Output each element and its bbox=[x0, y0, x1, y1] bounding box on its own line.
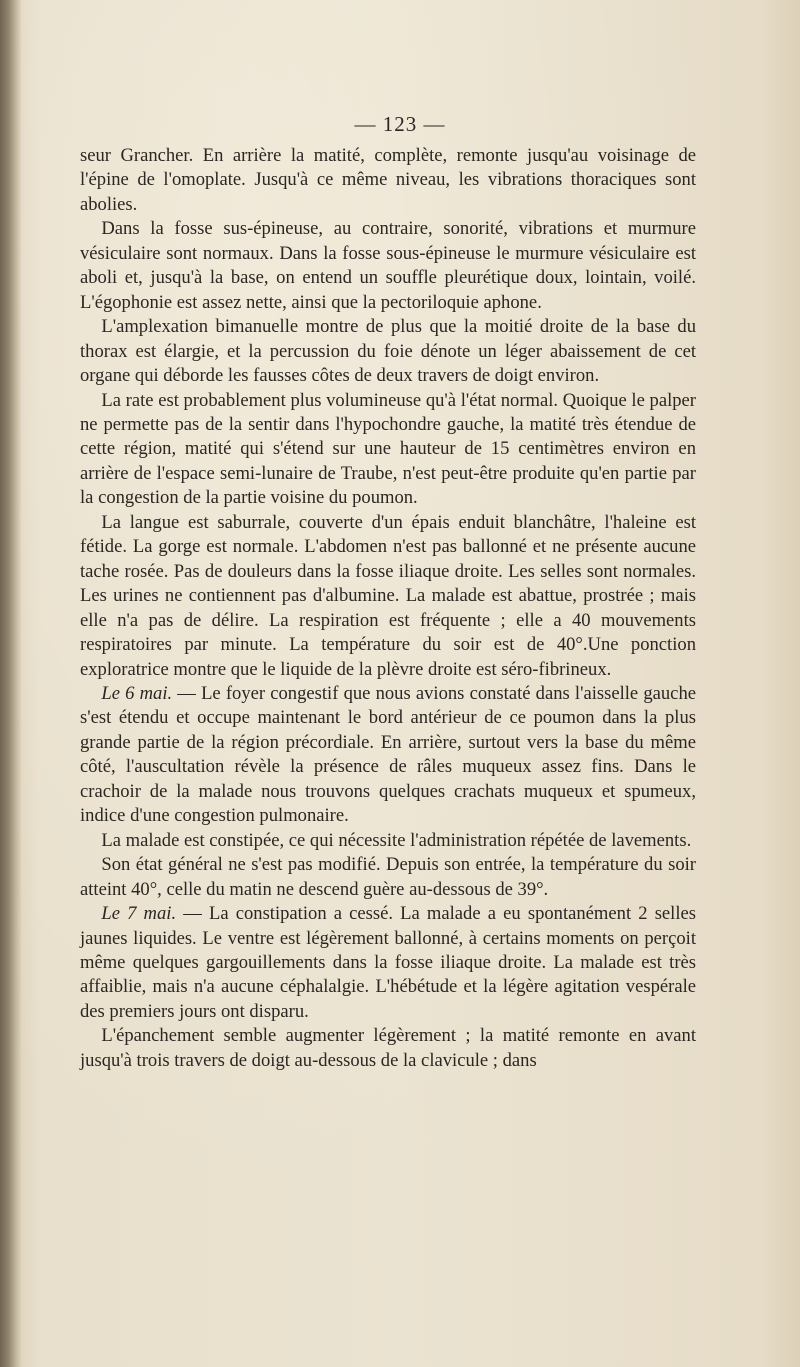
paragraph-4: La rate est probablement plus volumineuse qu'à l'état normal. Quoique le palper ne permette pas de la sentir dans l'hypochondre gauche, la matité très étendue de cette région, matité qui s'étend sur une hauteur de 15 centimètres environ en arrière de l'espace semi-lunaire de Traube, n'est peut-être produite qu'en partie par la congestion de la partie voisine du poumon. bbox=[80, 389, 696, 509]
entry-date: Le 6 mai. bbox=[101, 682, 173, 704]
paragraph-2: Dans la fosse sus-épineuse, au contraire, sonorité, vibrations et murmure vésiculaire sont normaux. Dans la fosse sous-épineuse le murmure vésiculaire est aboli et, jusqu'à la base, on entend un souffle pleurétique doux, lointain, voilé. L'égophonie est assez nette, ainsi que la pectoriloquie aphone. bbox=[80, 218, 696, 313]
paragraph-7: La malade est constipée, ce qui nécessite l'administration répétée de lavements. bbox=[101, 829, 692, 851]
paragraph-8: Son état général ne s'est pas modifié. Depuis son entrée, la température du soir atteint 40°, celle du matin ne descend guère au-dessous de 39°. bbox=[80, 854, 696, 900]
paragraph-9: Le 7 mai. — La constipation a cessé. La malade a eu spontanément 2 selles jaunes liquides. Le ventre est légèrement ballonné, à certains moments on perçoit même quelques gargouillements dans la fosse iliaque droite. La malade est très affaiblie, mais n'a aucune céphalalgie. L'hébétude et la légère agitation vespérale des premiers jours ont disparu. bbox=[80, 903, 696, 1022]
body-text bbox=[80, 144, 696, 1073]
paragraph-5: La langue est saburrale, couverte d'un épais enduit blanchâtre, l'haleine est fétide. La gorge est normale. L'abdomen n'est pas ballonné et ne présente aucune tache rosée. Pas de douleurs dans la fosse iliaque droite. Les selles sont normales. Les urines ne contiennent pas d'albumine. La malade est abattue, prostrée ; mais elle n'a pas de délire. La respiration est fréquente ; elle a 40 mouvements respiratoires par minute. La température du soir est de 40°.Une ponction exploratrice montre que le liquide de la plèvre droite est séro-fibrineux. bbox=[80, 511, 696, 680]
paragraph-10: L'épanchement semble augmenter légèrement ; la matité remonte en avant jusqu'à trois travers de doigt au-dessous de la clavicule ; dans bbox=[80, 1025, 696, 1071]
entry-date: Le 7 mai. bbox=[101, 903, 177, 925]
paragraph-3: L'amplexation bimanuelle montre de plus que la moitié droite de la base du thorax est élargie, et la percussion du foie dénote un léger abaissement de cet organe qui déborde les fausses côtes de deux travers de doigt environ. bbox=[80, 316, 696, 387]
page-binding-edge bbox=[0, 0, 22, 1367]
paragraph-1: seur Grancher. En arrière la matité, complète, remonte jusqu'au voisinage de l'épine de l'omoplate. Jusqu'à ce même niveau, les vibrations thoraciques sont abolies. bbox=[80, 145, 696, 215]
page-number: — 123 — bbox=[354, 112, 446, 136]
paragraph-6: Le 6 mai. — Le foyer congestif que nous avions constaté dans l'aisselle gauche s'est étendu et occupe maintenant le bord antérieur de ce poumon dans la plus grande partie de la région précordiale. En arrière, surtout vers la base du même côté, l'auscultation révèle la présence de râles muqueux assez fins. Dans le crachoir de la malade nous trouvons quelques crachats muqueux et spumeux, indice d'une congestion pulmonaire. bbox=[80, 682, 696, 827]
